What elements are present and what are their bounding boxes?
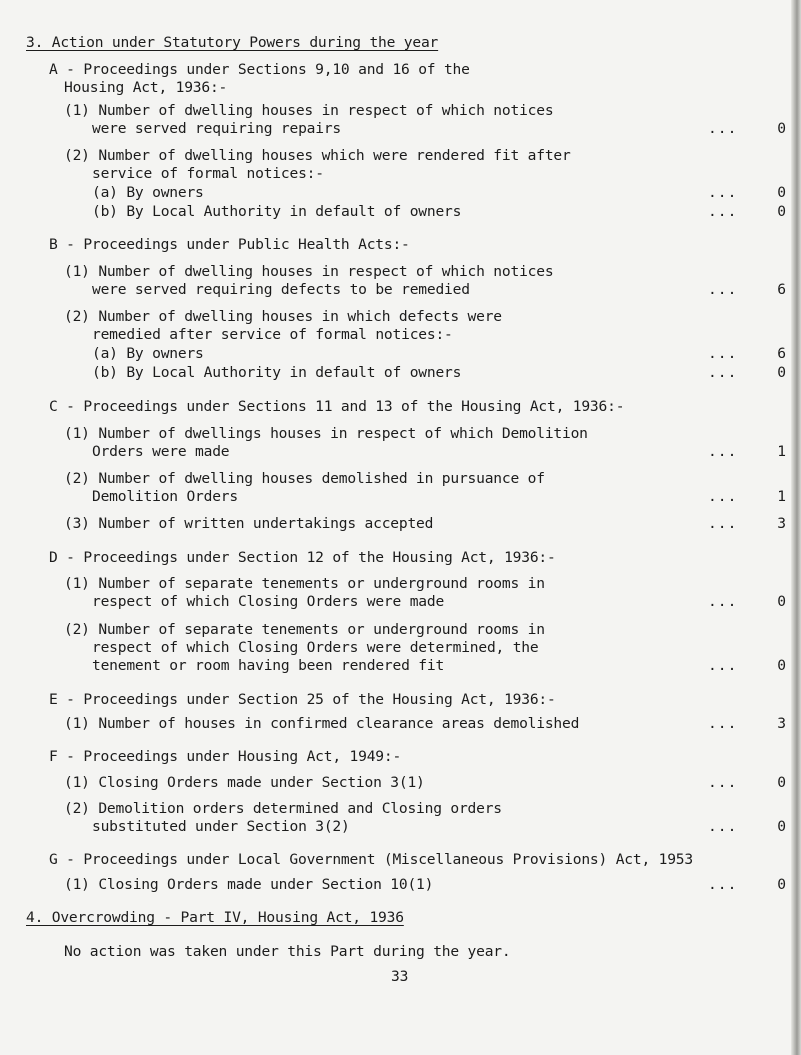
section-3-heading: 3. Action under Statutory Powers during the year <box>26 34 439 51</box>
c-item-2-cont: Demolition Orders <box>92 488 238 505</box>
leader-dots: ... <box>708 657 738 674</box>
c-item-1-value: 1 <box>777 443 786 460</box>
overcrowding-text: No action was taken under this Part during the year. <box>64 943 511 960</box>
section-a-title: A - Proceedings under Sections 9,10 and 16 of the <box>49 61 470 78</box>
leader-dots: ... <box>708 443 738 460</box>
f-item-1-value: 0 <box>777 774 786 791</box>
d-item-1-value: 0 <box>777 593 786 610</box>
section-d-title: D - Proceedings under Section 12 of the Housing Act, 1936:- <box>49 549 556 566</box>
leader-dots: ... <box>708 120 738 137</box>
a-item-2-cont: service of formal notices:- <box>92 165 324 182</box>
b-item-2b: (b) By Local Authority in default of owners <box>92 364 462 381</box>
f-item-2-value: 0 <box>777 818 786 835</box>
section-f-title: F - Proceedings under Housing Act, 1949:- <box>49 748 402 765</box>
d-item-2-cont2: tenement or room having been rendered fit <box>92 657 445 674</box>
page-edge-shadow <box>791 0 801 1055</box>
page-number: 33 <box>391 968 409 985</box>
a-item-2a-value: 0 <box>777 184 786 201</box>
e-item-1: (1) Number of houses in confirmed clearance areas demolished <box>64 715 580 732</box>
leader-dots: ... <box>708 364 738 381</box>
leader-dots: ... <box>708 281 738 298</box>
section-a-title-cont: Housing Act, 1936:- <box>64 79 228 96</box>
leader-dots: ... <box>708 515 738 532</box>
e-item-1-value: 3 <box>777 715 786 732</box>
section-4-heading: 4. Overcrowding - Part IV, Housing Act, 1936 <box>26 909 404 926</box>
f-item-2: (2) Demolition orders determined and Closing orders <box>64 800 502 817</box>
leader-dots: ... <box>708 818 738 835</box>
leader-dots: ... <box>708 203 738 220</box>
c-item-1: (1) Number of dwellings houses in respect of which Demolition <box>64 425 588 442</box>
a-item-1-value: 0 <box>777 120 786 137</box>
b-item-2: (2) Number of dwelling houses in which defects were <box>64 308 502 325</box>
a-item-2b: (b) By Local Authority in default of owners <box>92 203 462 220</box>
c-item-2-value: 1 <box>777 488 786 505</box>
b-item-2b-value: 0 <box>777 364 786 381</box>
leader-dots: ... <box>708 488 738 505</box>
d-item-1: (1) Number of separate tenements or underground rooms in <box>64 575 545 592</box>
leader-dots: ... <box>708 593 738 610</box>
b-item-1: (1) Number of dwelling houses in respect of which notices <box>64 263 554 280</box>
leader-dots: ... <box>708 345 738 362</box>
a-item-2b-value: 0 <box>777 203 786 220</box>
leader-dots: ... <box>708 774 738 791</box>
b-item-2a: (a) By owners <box>92 345 204 362</box>
c-item-3: (3) Number of written undertakings accepted <box>64 515 434 532</box>
a-item-1-cont: were served requiring repairs <box>92 120 341 137</box>
leader-dots: ... <box>708 184 738 201</box>
d-item-1-cont: respect of which Closing Orders were made <box>92 593 445 610</box>
b-item-2a-value: 6 <box>777 345 786 362</box>
d-item-2: (2) Number of separate tenements or underground rooms in <box>64 621 545 638</box>
b-item-1-value: 6 <box>777 281 786 298</box>
g-item-1: (1) Closing Orders made under Section 10(1) <box>64 876 434 893</box>
a-item-1: (1) Number of dwelling houses in respect of which notices <box>64 102 554 119</box>
d-item-2-cont: respect of which Closing Orders were determined, the <box>92 639 539 656</box>
c-item-3-value: 3 <box>777 515 786 532</box>
c-item-2: (2) Number of dwelling houses demolished in pursuance of <box>64 470 545 487</box>
leader-dots: ... <box>708 876 738 893</box>
c-item-1-cont: Orders were made <box>92 443 230 460</box>
a-item-2: (2) Number of dwelling houses which were rendered fit after <box>64 147 571 164</box>
leader-dots: ... <box>708 715 738 732</box>
f-item-2-cont: substituted under Section 3(2) <box>92 818 350 835</box>
f-item-1: (1) Closing Orders made under Section 3(1) <box>64 774 425 791</box>
a-item-2a: (a) By owners <box>92 184 204 201</box>
d-item-2-value: 0 <box>777 657 786 674</box>
g-item-1-value: 0 <box>777 876 786 893</box>
section-e-title: E - Proceedings under Section 25 of the Housing Act, 1936:- <box>49 691 556 708</box>
section-b-title: B - Proceedings under Public Health Acts:- <box>49 236 410 253</box>
section-c-title: C - Proceedings under Sections 11 and 13 of the Housing Act, 1936:- <box>49 398 625 415</box>
section-g-title: G - Proceedings under Local Government (Miscellaneous Provisions) Act, 1953 <box>49 851 693 868</box>
b-item-2-cont: remedied after service of formal notices:- <box>92 326 453 343</box>
b-item-1-cont: were served requiring defects to be remedied <box>92 281 470 298</box>
